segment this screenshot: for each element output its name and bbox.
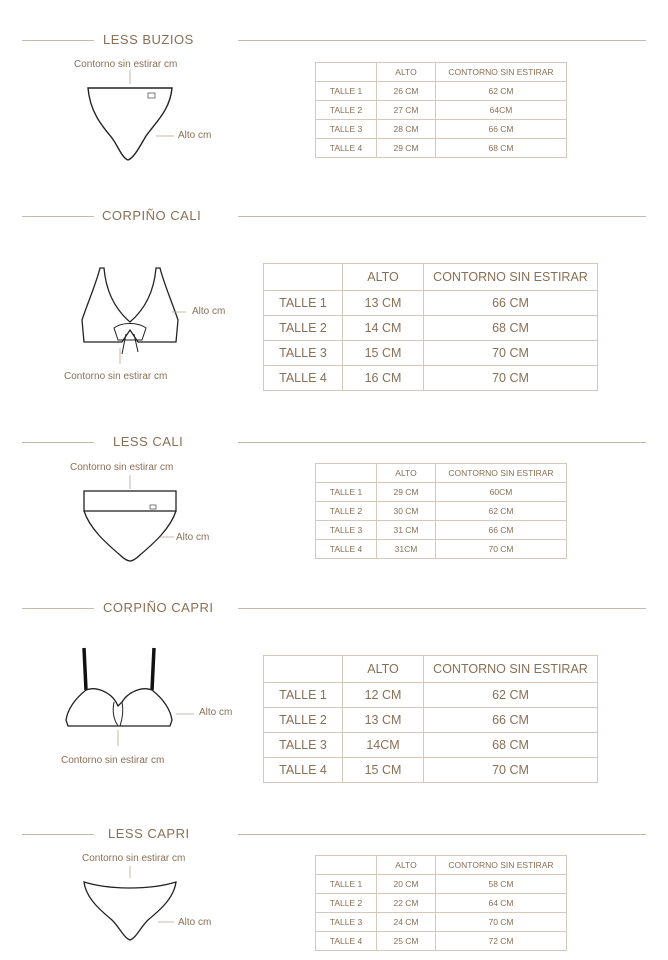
- label-contorno: Contorno sin estirar cm: [74, 59, 178, 70]
- header-rule-left: [22, 834, 94, 835]
- cell-alto: 25 CM: [377, 932, 436, 951]
- table-header-row: [316, 63, 567, 82]
- table-row: [316, 913, 567, 932]
- col-header-contorno: CONTORNO SIN ESTIRAR: [424, 264, 598, 291]
- cell-alto: 16 CM: [343, 366, 424, 391]
- cell-alto: 13 CM: [343, 291, 424, 316]
- cell-alto: 28 CM: [377, 120, 436, 139]
- section-corpino-cali: [0, 200, 668, 420]
- section-less-cali: [0, 425, 668, 600]
- cell-alto: 13 CM: [343, 708, 424, 733]
- label-contorno: Contorno sin estirar cm: [61, 755, 165, 766]
- section-title: LESS CALI: [113, 434, 184, 449]
- col-header-alto: ALTO: [377, 63, 436, 82]
- table-row: [264, 341, 598, 366]
- cell-talle: TALLE 2: [264, 316, 343, 341]
- col-header-alto: ALTO: [377, 464, 436, 483]
- cell-contorno: 68 CM: [436, 139, 567, 158]
- table-row: [316, 875, 567, 894]
- cell-talle: TALLE 4: [316, 540, 377, 559]
- table-row: [264, 291, 598, 316]
- cell-alto: 27 CM: [377, 101, 436, 120]
- cell-alto: 30 CM: [377, 502, 436, 521]
- col-header-contorno: CONTORNO SIN ESTIRAR: [436, 63, 567, 82]
- cell-alto: 12 CM: [343, 683, 424, 708]
- cell-alto: 20 CM: [377, 875, 436, 894]
- label-alto: Alto cm: [178, 130, 212, 141]
- label-alto: Alto cm: [199, 707, 233, 718]
- cell-contorno: 60CM: [436, 483, 567, 502]
- col-header-alto: ALTO: [343, 264, 424, 291]
- cell-alto: 31 CM: [377, 521, 436, 540]
- section-title: LESS BUZIOS: [103, 32, 194, 47]
- table-row: [316, 139, 567, 158]
- cell-talle: TALLE 1: [316, 82, 377, 101]
- cell-contorno: 66 CM: [436, 521, 567, 540]
- cell-talle: TALLE 2: [316, 502, 377, 521]
- section-title: CORPIÑO CAPRI: [103, 600, 214, 615]
- bikini-top-tie-drawing: [70, 264, 190, 374]
- section-title: CORPIÑO CALI: [102, 208, 202, 223]
- cell-contorno: 66 CM: [436, 120, 567, 139]
- cell-contorno: 70 CM: [424, 341, 598, 366]
- table-header-row: [264, 264, 598, 291]
- cell-contorno: 66 CM: [424, 291, 598, 316]
- cell-contorno: 62 CM: [436, 502, 567, 521]
- size-table: [315, 62, 567, 158]
- col-header-alto: ALTO: [377, 856, 436, 875]
- cell-talle: TALLE 3: [316, 521, 377, 540]
- cell-contorno: 66 CM: [424, 708, 598, 733]
- size-table: [263, 263, 598, 391]
- table-row: [316, 82, 567, 101]
- cell-talle: TALLE 2: [264, 708, 343, 733]
- cell-alto: 15 CM: [343, 341, 424, 366]
- low-rise-bottom-drawing: [70, 864, 190, 948]
- cell-alto: 15 CM: [343, 758, 424, 783]
- table-header-row: [264, 656, 598, 683]
- cell-alto: 14CM: [343, 733, 424, 758]
- size-table: [263, 655, 598, 783]
- table-row: [316, 502, 567, 521]
- section-less-buzios: [0, 0, 668, 190]
- section-less-capri: [0, 818, 668, 960]
- cell-talle: TALLE 3: [264, 733, 343, 758]
- label-alto: Alto cm: [192, 306, 226, 317]
- cell-alto: 29 CM: [377, 483, 436, 502]
- table-row: [316, 894, 567, 913]
- cell-talle: TALLE 1: [264, 683, 343, 708]
- table-row: [264, 316, 598, 341]
- table-row: [264, 733, 598, 758]
- table-row: [264, 708, 598, 733]
- cell-talle: TALLE 3: [316, 913, 377, 932]
- high-waist-bottom-drawing: [70, 473, 190, 565]
- cell-alto: 31CM: [377, 540, 436, 559]
- bikini-top-straps-drawing: [62, 646, 202, 760]
- cell-talle: TALLE 4: [264, 366, 343, 391]
- size-table: [315, 463, 567, 559]
- table-row: [316, 101, 567, 120]
- cell-contorno: 70 CM: [424, 758, 598, 783]
- bikini-bottom-drawing: [70, 66, 190, 166]
- header-rule-left: [22, 608, 94, 609]
- table-row: [316, 932, 567, 951]
- cell-contorno: 70 CM: [424, 366, 598, 391]
- table-header-row: [316, 856, 567, 875]
- header-rule-right: [238, 608, 646, 609]
- label-contorno: Contorno sin estirar cm: [64, 371, 168, 382]
- table-row: [316, 483, 567, 502]
- col-header-contorno: CONTORNO SIN ESTIRAR: [436, 464, 567, 483]
- cell-contorno: 64CM: [436, 101, 567, 120]
- cell-talle: TALLE 1: [316, 483, 377, 502]
- cell-contorno: 70 CM: [436, 913, 567, 932]
- cell-contorno: 58 CM: [436, 875, 567, 894]
- cell-alto: 24 CM: [377, 913, 436, 932]
- cell-contorno: 62 CM: [436, 82, 567, 101]
- cell-talle: TALLE 2: [316, 894, 377, 913]
- table-row: [264, 366, 598, 391]
- header-rule-left: [22, 442, 94, 443]
- cell-talle: TALLE 1: [264, 291, 343, 316]
- table-row: [316, 120, 567, 139]
- cell-contorno: 68 CM: [424, 316, 598, 341]
- cell-contorno: 70 CM: [436, 540, 567, 559]
- header-rule-left: [22, 40, 94, 41]
- cell-alto: 14 CM: [343, 316, 424, 341]
- cell-talle: TALLE 1: [316, 875, 377, 894]
- header-rule-right: [238, 834, 646, 835]
- cell-alto: 22 CM: [377, 894, 436, 913]
- cell-talle: TALLE 2: [316, 101, 377, 120]
- table-row: [264, 683, 598, 708]
- cell-talle: TALLE 3: [316, 120, 377, 139]
- label-contorno: Contorno sin estirar cm: [82, 853, 186, 864]
- header-rule-right: [238, 216, 646, 217]
- table-row: [316, 521, 567, 540]
- label-contorno: Contorno sin estirar cm: [70, 462, 174, 473]
- cell-contorno: 68 CM: [424, 733, 598, 758]
- cell-contorno: 64 CM: [436, 894, 567, 913]
- section-corpino-capri: [0, 592, 668, 812]
- cell-alto: 26 CM: [377, 82, 436, 101]
- cell-contorno: 72 CM: [436, 932, 567, 951]
- label-alto: Alto cm: [176, 532, 210, 543]
- header-rule-left: [22, 216, 94, 217]
- label-alto: Alto cm: [178, 917, 212, 928]
- size-table: [315, 855, 567, 951]
- cell-talle: TALLE 3: [264, 341, 343, 366]
- col-header-alto: ALTO: [343, 656, 424, 683]
- cell-talle: TALLE 4: [264, 758, 343, 783]
- cell-alto: 29 CM: [377, 139, 436, 158]
- header-rule-right: [238, 40, 646, 41]
- table-row: [316, 540, 567, 559]
- cell-talle: TALLE 4: [316, 932, 377, 951]
- col-header-contorno: CONTORNO SIN ESTIRAR: [424, 656, 598, 683]
- cell-talle: TALLE 4: [316, 139, 377, 158]
- table-header-row: [316, 464, 567, 483]
- cell-contorno: 62 CM: [424, 683, 598, 708]
- section-title: LESS CAPRI: [108, 826, 190, 841]
- col-header-contorno: CONTORNO SIN ESTIRAR: [436, 856, 567, 875]
- table-row: [264, 758, 598, 783]
- header-rule-right: [238, 442, 646, 443]
